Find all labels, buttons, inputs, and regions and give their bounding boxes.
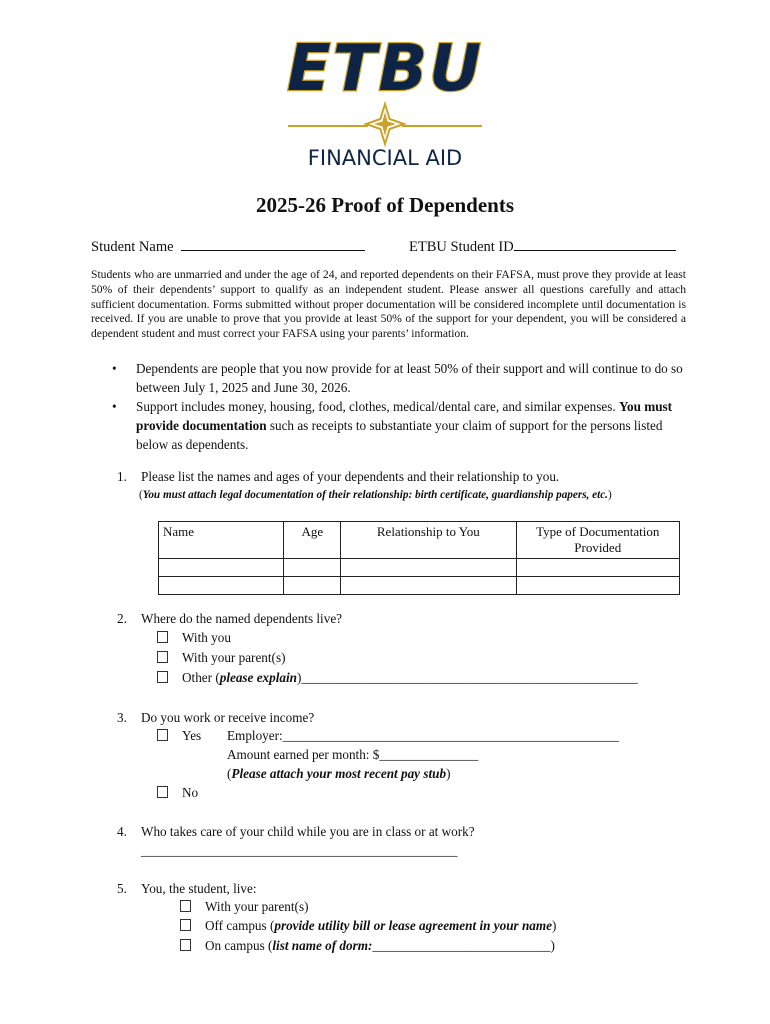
table-cell[interactable] xyxy=(341,559,516,577)
bullet-list xyxy=(107,359,687,454)
checkbox[interactable] xyxy=(180,939,191,951)
table-cell[interactable] xyxy=(284,559,341,577)
dependents-table xyxy=(158,521,680,595)
amount-field[interactable]: Amount earned per month: $_______________ xyxy=(227,747,479,762)
column-header-documentation: Type of Documentation Provided xyxy=(516,522,680,559)
table-cell[interactable] xyxy=(159,577,284,595)
table-header-row xyxy=(159,522,680,559)
table-cell[interactable] xyxy=(159,559,284,577)
paystub-note: (Please attach your most recent pay stub) xyxy=(227,766,451,781)
checkbox[interactable] xyxy=(157,631,168,643)
table-row xyxy=(159,577,680,595)
column-header-age: Age xyxy=(284,522,341,559)
logo-subtitle: FINANCIAL AID xyxy=(307,146,463,170)
question-4-text: Who takes care of your child while you are in class or at work? xyxy=(141,824,475,839)
question-3-text: Do you work or receive income? xyxy=(141,710,315,725)
table-cell[interactable] xyxy=(284,577,341,595)
checkbox[interactable] xyxy=(180,919,191,931)
intro-paragraph: Students who are unmarried and under the age of 24, and reported dependents on their FAFSA, must prove they provide at least 50% of their dependents’ support to qualify as an independent student. Please answer all questions carefully and attach sufficient documentation. Forms submitted without proper documentation will be considered incomplete until documentation is received. If you are unable to prove that you provide at least 50% of the support for your dependent, you will be considered a dependent student and must correct your FAFSA using your parents’ information. xyxy=(91,268,686,341)
documentation-note: (You must attach legal documentation of their relationship: birth certificate, guardianship papers, etc.) xyxy=(139,489,612,501)
etbu-logo-graphic xyxy=(270,28,500,174)
checkbox[interactable] xyxy=(180,900,191,912)
logo-wordmark: ETBU xyxy=(286,32,484,106)
list-item: • Dependents are people that you now provide for at least 50% of their support and will continue to do so between July 1, 2025 and June 30, 2026. xyxy=(112,361,683,395)
option-with-you: With you xyxy=(157,630,231,646)
checkbox[interactable] xyxy=(157,729,168,741)
question-5-text: You, the student, live: xyxy=(141,881,257,896)
student-info-row xyxy=(91,236,681,256)
option-yes: Yes xyxy=(157,728,201,744)
option-off-campus: Off campus (provide utility bill or lease agreement in your name) xyxy=(180,918,556,934)
employer-field[interactable]: Employer:___________________________________________________ xyxy=(227,728,619,743)
student-name-label: Student Name xyxy=(91,239,174,255)
student-id-label: ETBU Student ID xyxy=(409,239,514,255)
question-2-text: Where do the named dependents live? xyxy=(141,611,343,626)
column-header-relationship: Relationship to You xyxy=(341,522,516,559)
question-1-text: Please list the names and ages of your dependents and their relationship to you. xyxy=(141,469,560,484)
table-row xyxy=(159,559,680,577)
table-cell[interactable] xyxy=(516,577,680,595)
page-title: 2025-26 Proof of Dependents xyxy=(255,193,514,217)
proof-of-dependents-form: ETBU FINANCIAL AID 2025-26 Proof of Dependents Student Name ETBU Student ID Students who are unmarried and under the age of 24, and reported dependents on their FAFSA, must prove they provide at least 50% of their dependents’ support to qualify as an independent student. Please answer all questions carefully and attach sufficient documentation. Forms submitted without proper documentation will be considered incomplete until documentation is received. If you are unable to prove that you provide at least 50% of the support for your dependent, you will be considered a dependent student and must correct your FAFSA using your parents’ information. • Dependents are people that you now provide for at least 50% of their support and will continue to do so between July 1, 2025 and June 30, 2026. • Support includes money, housing, food, clothes, medical/dental care, and similar expenses. You must provide documentation such as receipts to substantiate your claim of support for the persons listed below as dependents. 1. Please list the names and ages of your dependents and their relationship to you. (You must attach legal documentation of their relationship: birth certificate, guardianship papers, etc.) Name Age Relationship to You Type of Documentation Provided 2. Where do the named dependents live? With you With your parent(s) Other (please explain)___________________________________________________ 3. Do you work or receive income? Yes Employer:___________________________________________________ Amount earned per month: $_______________ (Please attach your most recent pay stub) No 4. Who takes care of your child while you are in class or at work? ________________________________________________ 5. You, the student, live: With your parent(s) Off campus (provide utility bill or lease agreement in your name) On campus (list name of dorm:___________________________) xyxy=(0,0,770,1024)
column-header-name: Name xyxy=(159,522,284,559)
etbu-logo xyxy=(270,28,500,174)
option-live-with-parents: With your parent(s) xyxy=(180,899,308,915)
student-id-field[interactable] xyxy=(514,236,676,251)
childcare-answer-field[interactable]: ________________________________________________ xyxy=(141,843,458,858)
student-name-field[interactable] xyxy=(181,236,365,251)
checkbox[interactable] xyxy=(157,651,168,663)
option-other: Other (please explain)___________________________________________________ xyxy=(157,670,638,686)
option-on-campus: On campus (list name of dorm:___________________________) xyxy=(180,938,555,954)
checkbox[interactable] xyxy=(157,786,168,798)
list-item: • Support includes money, housing, food, clothes, medical/dental care, and similar expenses. You must provide documentation such as receipts to substantiate your claim of support for the persons listed below as dependents. xyxy=(112,399,673,452)
table-cell[interactable] xyxy=(341,577,516,595)
table-cell[interactable] xyxy=(516,559,680,577)
option-with-parents: With your parent(s) xyxy=(157,650,285,666)
checkbox[interactable] xyxy=(157,671,168,683)
option-no: No xyxy=(157,785,198,801)
